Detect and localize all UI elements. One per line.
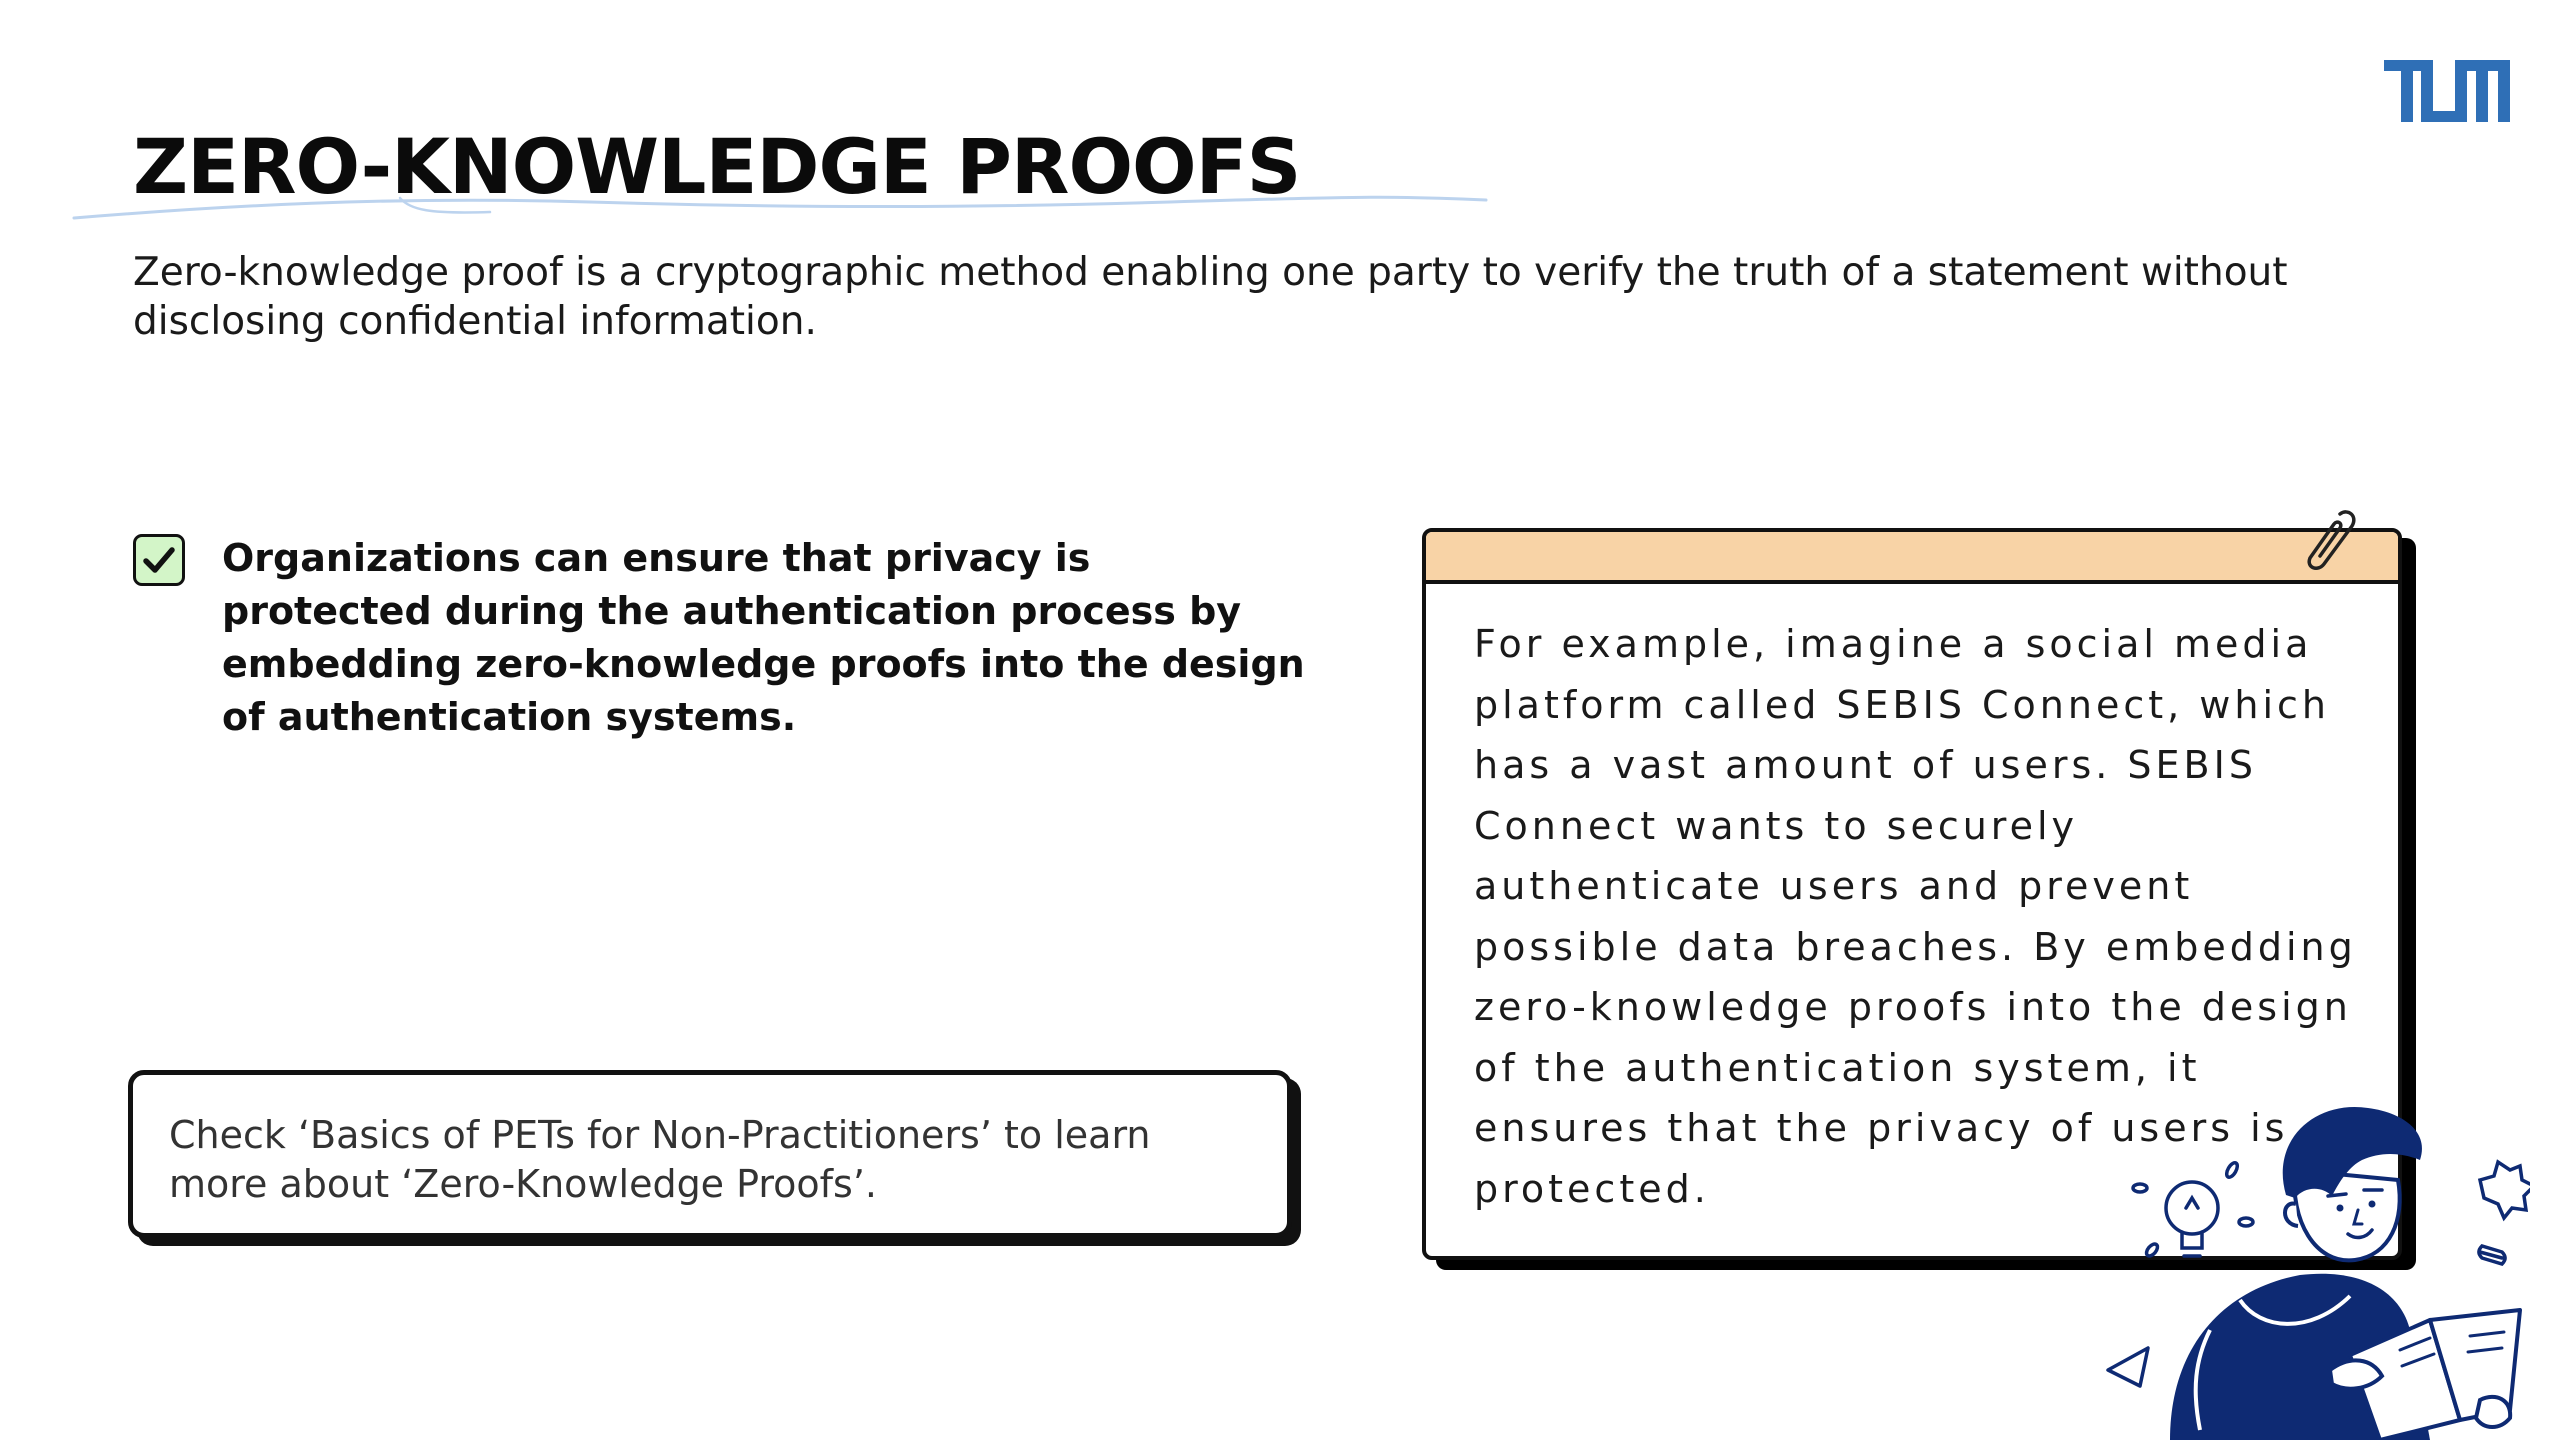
reference-text: Check ‘Basics of PETs for Non-Practitioners’ to learn more about ‘Zero-Knowledge Proofs’. <box>169 1113 1151 1206</box>
example-card-text: For example, imagine a social media platform called SEBIS Connect, which has a vast amount of users. SEBIS Connect wants to securely authenticate users and prevent possible data breaches. By embedding zero-knowledge proofs into the design of the authentication system, it ensures that the privacy of users is protected. <box>1474 622 2357 1211</box>
reference-box <box>128 1070 1292 1238</box>
page-title: ZERO-KNOWLEDGE PROOFS <box>133 122 1301 211</box>
title-underline-decoration <box>70 188 1490 222</box>
example-card-header <box>1426 532 2398 584</box>
intro-paragraph: Zero-knowledge proof is a cryptographic method enabling one party to verify the truth of a statement without disclosing confidential information. <box>133 250 2288 344</box>
tum-logo-icon <box>2384 60 2510 122</box>
key-point-text: Organizations can ensure that privacy is protected during the authentication process by embedding zero-knowledge proofs into the design of authentication systems. <box>222 536 1305 739</box>
paperclip-icon <box>2300 508 2360 574</box>
checkmark-icon <box>142 544 176 576</box>
checkbox-badge <box>133 534 185 586</box>
person-reading-book-icon <box>2100 1100 2530 1440</box>
